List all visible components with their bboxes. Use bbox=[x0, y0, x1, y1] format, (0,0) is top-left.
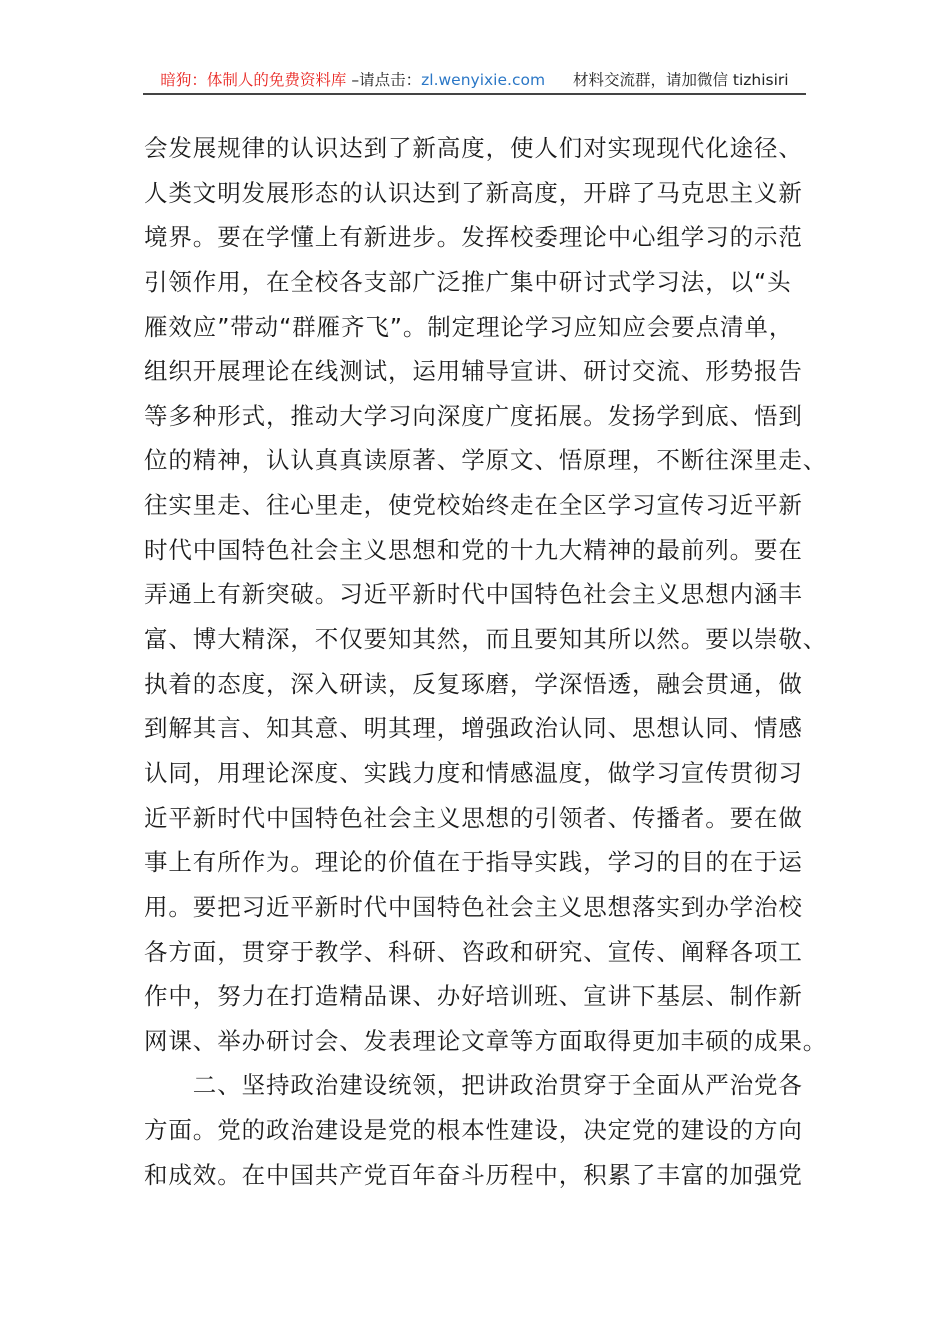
header-prompt: –请点击： bbox=[351, 71, 422, 89]
text-line: 雁效应”带动“群雁齐飞”。制定理论学习应知应会要点清单， bbox=[144, 312, 794, 341]
text-line: 方面。党的政治建设是党的根本性建设，决定党的建设的方向 bbox=[144, 1116, 803, 1145]
text-line: 作中，努力在打造精品课、办好培训班、宣讲下基层、制作新 bbox=[144, 982, 803, 1011]
text-line: 位的精神，认认真真读原著、学原文、悟原理，不断往深里走、 bbox=[144, 446, 828, 475]
text-line: 境界。要在学懂上有新进步。发挥校委理论中心组学习的示范 bbox=[144, 223, 803, 252]
text-line: 和成效。在中国共产党百年奋斗历程中，积累了丰富的加强党 bbox=[144, 1160, 803, 1189]
text-line: 用。要把习近平新时代中国特色社会主义思想落实到办学治校 bbox=[144, 892, 803, 921]
text-line: 往实里走、往心里走，使党校始终走在全区学习宣传习近平新 bbox=[144, 491, 803, 520]
text-line: 到解其言、知其意、明其理，增强政治认同、思想认同、情感 bbox=[144, 714, 803, 743]
text-line: 引领作用，在全校各支部广泛推广集中研讨式学习法，以“头 bbox=[144, 267, 792, 296]
text-line: 弄通上有新突破。习近平新时代中国特色社会主义思想内涵丰 bbox=[144, 580, 803, 609]
text-line: 时代中国特色社会主义思想和党的十九大精神的最前列。要在 bbox=[144, 535, 803, 564]
text-line: 事上有所作为。理论的价值在于指导实践，学习的目的在于运 bbox=[144, 848, 803, 877]
text-line: 近平新时代中国特色社会主义思想的引领者、传播者。要在做 bbox=[144, 803, 803, 832]
header-contact: 材料交流群，请加微信 tizhisiri bbox=[572, 71, 789, 89]
page-header bbox=[143, 68, 806, 95]
text-line: 执着的态度，深入研读，反复琢磨，学深悟透，融会贯通，做 bbox=[144, 669, 803, 698]
document-body bbox=[144, 126, 828, 1197]
text-line: 富、博大精深，不仅要知其然，而且要知其所以然。要以崇敬、 bbox=[144, 625, 828, 654]
header-brand: 暗狗：体制人的免费资料库 bbox=[160, 71, 347, 89]
text-line: 人类文明发展形态的认识达到了新高度，开辟了马克思主义新 bbox=[144, 178, 803, 207]
text-line: 各方面，贯穿于教学、科研、咨政和研究、宣传、阐释各项工 bbox=[144, 937, 803, 966]
text-line: 二、坚持政治建设统领，把讲政治贯穿于全面从严治党各 bbox=[144, 1071, 803, 1100]
text-line: 会发展规律的认识达到了新高度，使人们对实现现代化途径、 bbox=[144, 134, 803, 162]
text-line: 组织开展理论在线测试，运用辅导宣讲、研讨交流、形势报告 bbox=[144, 357, 803, 386]
text-line: 等多种形式，推动大学习向深度广度拓展。发扬学到底、悟到 bbox=[144, 401, 803, 430]
header-url-link[interactable]: zl.wenyixie.com bbox=[421, 71, 546, 89]
text-line: 网课、举办研讨会、发表理论文章等方面取得更加丰硕的成果。 bbox=[144, 1026, 828, 1055]
text-line: 认同，用理论深度、实践力度和情感温度，做学习宣传贯彻习 bbox=[144, 758, 803, 787]
